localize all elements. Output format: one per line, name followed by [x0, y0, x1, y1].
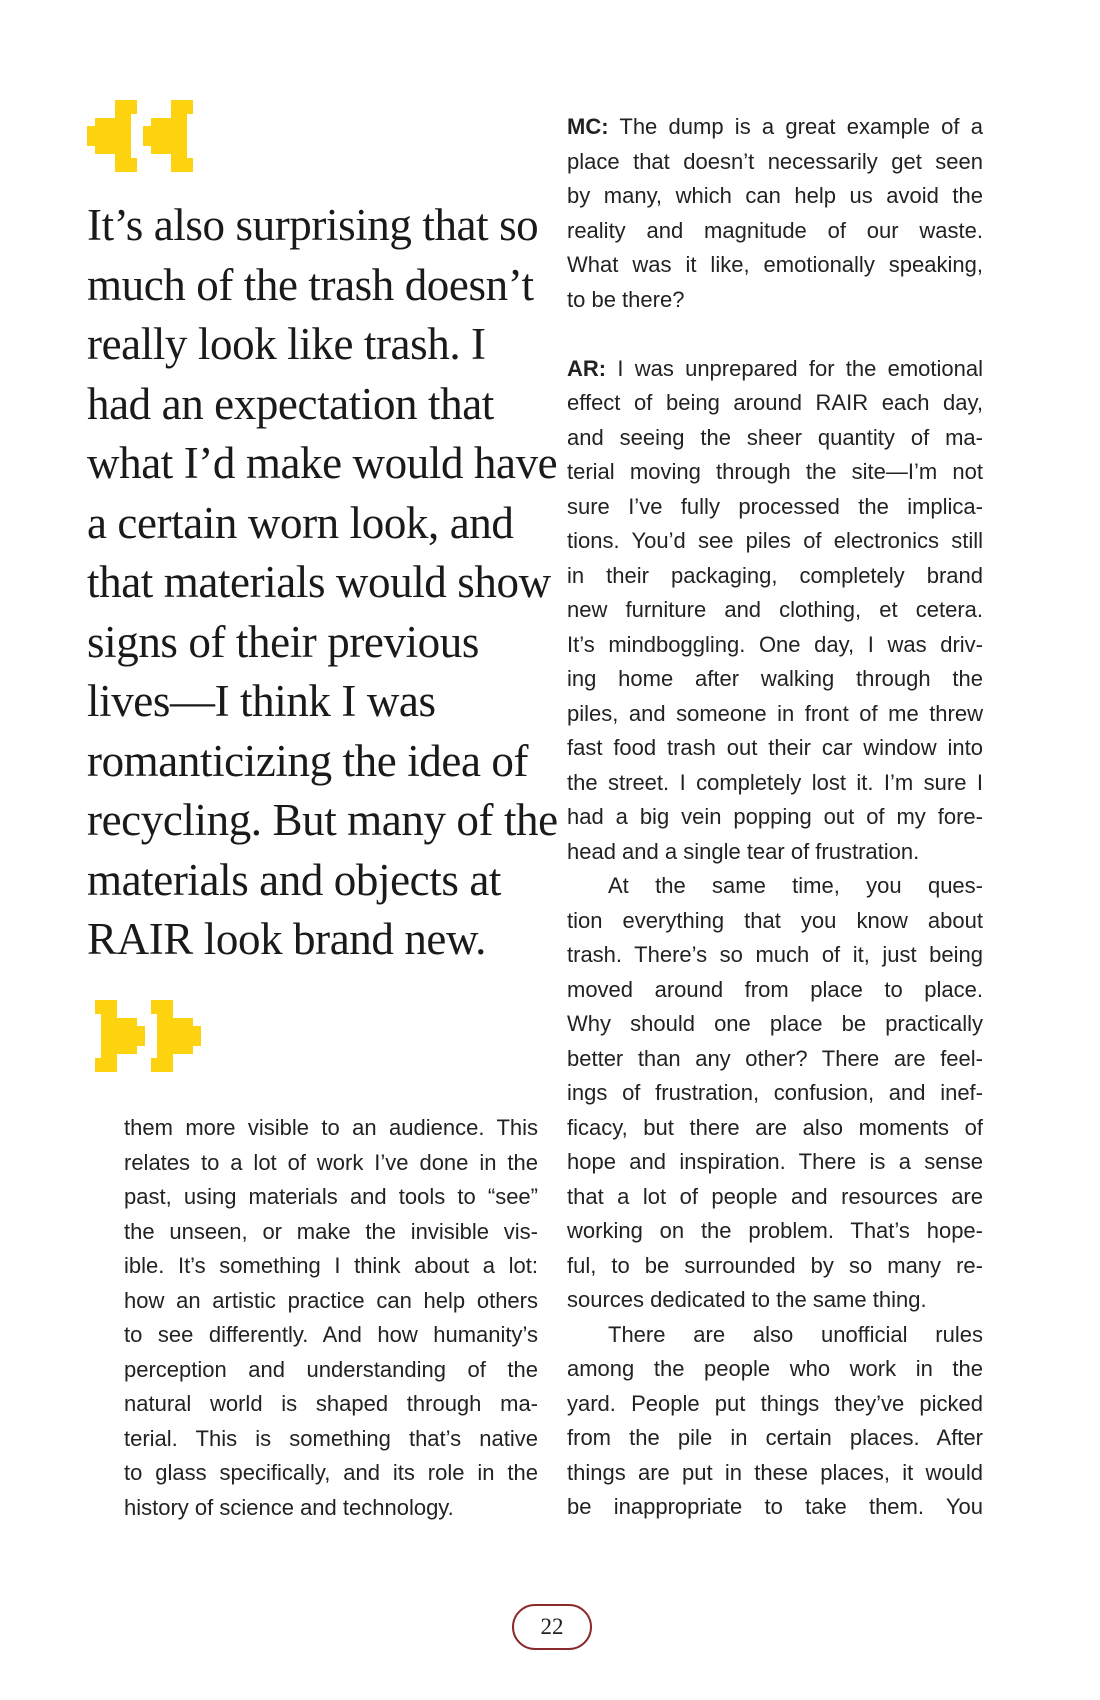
- text-line: how an artistic practice can help others: [124, 1287, 538, 1313]
- text-line: relates to a lot of work I’ve done in the: [124, 1149, 538, 1175]
- text-line: by many, which can help us avoid the: [567, 183, 983, 208]
- text-line: ings of frustration, confusion, and inef-: [567, 1080, 983, 1105]
- speaker-label-mc: MC:: [567, 114, 609, 139]
- text-line: the street. I completely lost it. I’m sure I: [567, 769, 983, 795]
- text-line: perception and understanding of the: [124, 1356, 538, 1382]
- page-number: 22: [512, 1604, 592, 1650]
- text-line: moved around from place to place.: [567, 976, 983, 1002]
- text-line: new furniture and clothing, et cetera.: [567, 597, 983, 622]
- text-line: terial moving through the site—I’m not: [567, 459, 983, 484]
- text-line: yard. People put things they’ve picked: [567, 1390, 983, 1416]
- speaker-label-ar: AR:: [567, 355, 607, 381]
- text-line: ful, to be surrounded by so many re-: [567, 1252, 983, 1278]
- pull-quote-line: a certain worn look, and: [87, 497, 514, 548]
- text-line: the unseen, or make the invisible vis-: [124, 1218, 538, 1244]
- pull-quote-line: romanticizing the idea of: [87, 735, 529, 786]
- text-line: At the same time, you ques-: [608, 873, 983, 898]
- text-line: reality and magnitude of our waste.: [567, 217, 983, 243]
- text-line: to be there?: [567, 286, 685, 312]
- text-line: things are put in these places, it would: [567, 1459, 983, 1485]
- text-line: in their packaging, completely brand: [567, 562, 983, 588]
- text-line: Why should one place be practically: [567, 1011, 983, 1036]
- text-fragment: The dump is a great example of a: [608, 114, 983, 139]
- text-line: ing home after walking through the: [567, 666, 983, 691]
- text-line: piles, and someone in front of me threw: [567, 700, 983, 726]
- text-line: working on the problem. That’s hope-: [567, 1218, 983, 1243]
- text-line: sure I’ve fully processed the implica-: [567, 493, 983, 519]
- text-line: head and a single tear of frustration.: [567, 838, 920, 864]
- right-column-text: [567, 110, 983, 1525]
- pull-quote-line: signs of their previous: [87, 616, 479, 667]
- text-line: had a big vein popping out of my fore-: [567, 804, 983, 829]
- text-fragment: I was unprepared for the emotional: [606, 355, 983, 381]
- pull-quote-line: materials and objects at: [87, 854, 501, 905]
- text-line: among the people who work in the: [567, 1356, 983, 1381]
- left-column-text: [124, 1111, 538, 1525]
- text-line: terial. This is something that’s native: [124, 1425, 538, 1451]
- close-quote-icon: [87, 1000, 201, 1072]
- text-line: to see differently. And how humanity’s: [124, 1322, 538, 1347]
- text-line: hope and inspiration. There is a sense: [567, 1149, 983, 1174]
- text-line: them more visible to an audience. This: [124, 1115, 538, 1140]
- pull-quote-line: really look like trash. I: [87, 319, 486, 369]
- text-line: fast food trash out their car window into: [567, 735, 983, 760]
- text-line: tion everything that you know about: [567, 907, 983, 933]
- text-line: better than any other? There are feel-: [567, 1045, 983, 1071]
- text-line: place that doesn’t necessarily get seen: [567, 148, 983, 174]
- text-line: tions. You’d see piles of electronics still: [567, 528, 983, 553]
- text-line: past, using materials and tools to “see”: [124, 1184, 538, 1209]
- text-line: that a lot of people and resources are: [567, 1183, 983, 1209]
- pull-quote-line: that materials would show: [87, 557, 551, 607]
- text-line: ible. It’s something I think about a lot:: [124, 1253, 538, 1278]
- text-line: history of science and technology.: [124, 1494, 454, 1520]
- open-quote-icon: [87, 100, 201, 172]
- pull-quote-line: what I’d make would have: [87, 438, 558, 488]
- pull-quote-line: much of the trash doesn’t: [87, 259, 534, 310]
- pull-quote-line: lives—I think I was: [87, 676, 436, 726]
- pull-quote: [87, 196, 558, 970]
- pull-quote-line: RAIR look brand new.: [87, 914, 487, 964]
- text-line: ficacy, but there are also moments of: [567, 1114, 983, 1140]
- pull-quote-line: had an expectation that: [87, 378, 494, 429]
- pull-quote-line: recycling. But many of the: [87, 795, 558, 845]
- text-line: be inappropriate to take them. You: [567, 1494, 983, 1519]
- text-line: It’s mindboggling. One day, I was driv-: [567, 631, 983, 657]
- mc-question-line: [567, 110, 983, 145]
- text-line: There are also unofficial rules: [608, 1321, 983, 1347]
- text-line: and seeing the sheer quantity of ma-: [567, 424, 983, 450]
- text-line: trash. There’s so much of it, just being: [567, 942, 983, 967]
- pull-quote-line: It’s also surprising that so: [87, 200, 539, 250]
- text-line: effect of being around RAIR each day,: [567, 390, 983, 415]
- text-line: What was it like, emotionally speaking,: [567, 252, 983, 277]
- text-line: to glass specifically, and its role in the: [124, 1460, 538, 1485]
- text-line: from the pile in certain places. After: [567, 1425, 983, 1450]
- text-line: natural world is shaped through ma-: [124, 1391, 538, 1416]
- text-line: sources dedicated to the same thing.: [567, 1287, 927, 1312]
- ar-answer-line: [567, 352, 983, 387]
